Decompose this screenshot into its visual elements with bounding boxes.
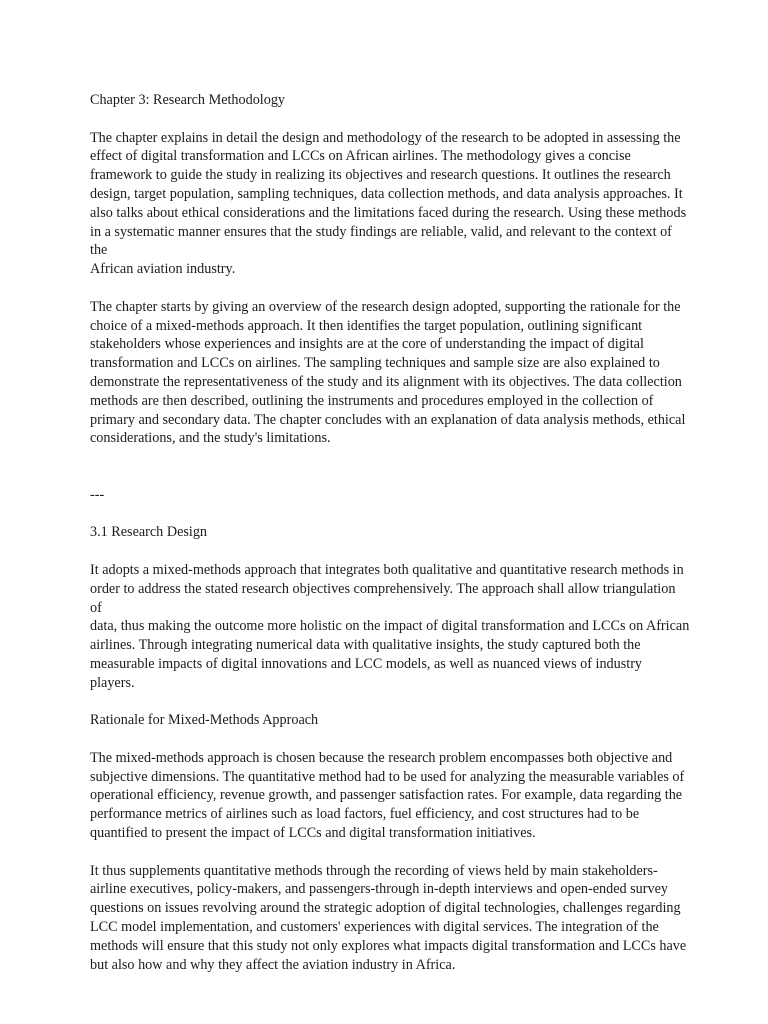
rationale-paragraph-2: It thus supplements quantitative methods through the recording of views held by main stakeholders- airline executives, policy-makers, and passengers-through in-depth interviews and open-ended survey questions on issues revolving around the strategic adoption of digital technologies, challenges regarding LCC model implementation, and customers' experiences with digital services. The integration of the methods will ensure that this study not only explores what impacts digital transformation and LCCs have but also how and why they affect the aviation industry in Africa. — [90, 862, 687, 973]
spacer — [90, 730, 690, 749]
spacer — [90, 110, 690, 129]
document-page — [90, 91, 690, 974]
rationale-heading: Rationale for Mixed-Methods Approach — [90, 712, 319, 729]
spacer — [90, 843, 690, 862]
chapter-title: Chapter 3: Research Methodology — [90, 92, 286, 108]
intro-paragraph-1: The chapter explains in detail the design and methodology of the research to be adopted in assessing the effect of digital transformation and LCCs on African airlines. The methodology gives a concise framework to guide the study in realizing its objectives and research questions. It outlines the research design, target population, sampling techniques, data collection methods, and data analysis approaches. It also talks about ethical considerations and the limitations faced during the research. Using these methods in a systematic manner ensures that the study findings are reliable, valid, and relevant to the context of the African aviation industry. — [90, 129, 687, 278]
spacer — [90, 542, 690, 561]
spacer — [90, 693, 690, 712]
section-3-1-heading: 3.1 Research Design — [90, 524, 208, 541]
section-separator: --- — [90, 486, 105, 503]
spacer — [90, 448, 690, 486]
intro-paragraph-2: The chapter starts by giving an overview of the research design adopted, supporting the rationale for the choice of a mixed-methods approach. It then identifies the target population, outlining significant stakeholders whose experiences and insights are at the core of understanding the impact of digital transformation and LCCs on airlines. The sampling techniques and sample size are also explained to demonstrate the representativeness of the study and its alignment with its objectives. The data collection methods are then described, outlining the instruments and procedures employed in the collection of primary and secondary data. The chapter concludes with an explanation of data analysis methods, ethical considerations, and the study's limitations. — [90, 298, 686, 447]
rationale-paragraph-1: The mixed-methods approach is chosen because the research problem encompasses both objective and subjective dimensions. The quantitative method had to be used for analyzing the measurable variables of operational efficiency, revenue growth, and passenger satisfaction rates. For example, data regarding the performance metrics of airlines such as load factors, fuel efficiency, and cost structures had to be quantified to present the impact of LCCs and digital transformation initiatives. — [90, 749, 685, 842]
spacer — [90, 505, 690, 524]
section-3-1-paragraph: It adopts a mixed-methods approach that integrates both qualitative and quantitative research methods in order to address the stated research objectives comprehensively. The approach shall allow triangulation of data, thus making the outcome more holistic on the impact of digital transformation and LCCs on African airlines. Through integrating numerical data with qualitative insights, the study captured both the measurable impacts of digital innovations and LCC models, as well as nuanced views of industry players. — [90, 561, 690, 691]
spacer — [90, 279, 690, 298]
